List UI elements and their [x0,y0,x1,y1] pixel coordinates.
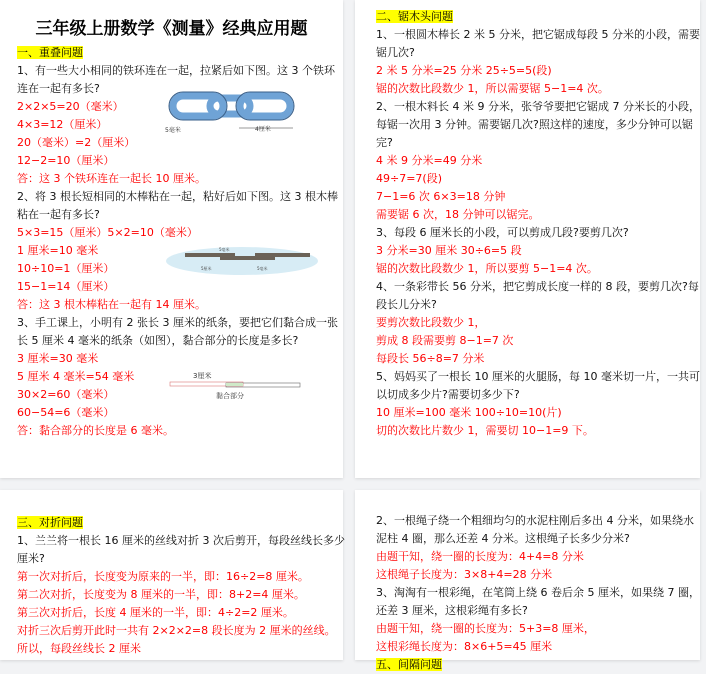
answer-line: 12−2=10（厘米） [17,154,115,167]
answer-line: 要剪次数比段数少 1， [376,316,486,329]
question-line: 每锯一次用 3 分钟。需要锯几次?照这样的速度，多少分钟可以锯 [376,118,693,131]
text-line [17,604,294,622]
section-heading: 五、间隔问题 [376,658,442,671]
answer-line: 15−1=14（厘米） [17,280,115,293]
question-line: 段长儿分米? [376,298,437,311]
page-3 [0,490,343,660]
answer-line: 10 厘米=100 毫米 100÷10=10(片) [376,406,562,419]
text-line [376,404,562,422]
answer-line: 第三次对折后，长度 4 厘米的一半，即：4÷2=2 厘米。 [17,606,294,619]
paper-strip-figure [168,368,308,404]
text-line [17,568,309,586]
text-line [17,422,174,440]
text-line [17,80,100,98]
text-line [17,586,305,604]
question-line: 5、妈妈买了一根长 10 厘米的火腿肠，每 10 毫米切一片，一共可 [376,370,700,383]
document-title: 三年级上册数学《测量》经典应用题 [35,19,308,39]
text-line [376,314,486,332]
text-line [17,206,100,224]
answer-line: 3 分米=30 厘米 30÷6=5 段 [376,244,522,257]
answer-line: 锯的次数比段数少 1，所以需要锯 5−1=4 次。 [376,82,609,95]
sticks-figure [165,245,320,277]
text-line [376,98,700,116]
strip-label-overlap: 黏合部分 [216,392,244,400]
text-line [17,514,83,532]
chain-label-4cm: 4厘米 [255,126,271,133]
text-line [376,422,594,440]
answer-line: 60−54=6（毫米） [17,406,115,419]
question-line: 2、一根木料长 4 米 9 分米，张爷爷要把它锯成 7 分米长的小段， [376,100,700,113]
text-line [376,638,552,656]
answer-line: 10÷10=1（厘米） [17,262,115,275]
text-line [376,260,598,278]
text-line [376,80,609,98]
text-line [376,332,513,350]
question-line: 4、一条彩带长 56 分米，把它剪成长度一样的 8 段，要剪几次?每 [376,280,699,293]
question-line: 1、兰兰将一根长 16 厘米的丝线对折 3 次后剪开，每段丝线长多少 [17,534,345,547]
text-line [17,224,198,242]
stick-label-c: 5毫米 [257,266,268,271]
text-line [376,224,629,242]
text-line [376,206,540,224]
answer-line: 答：这 3 根木棒粘在一起有 14 厘米。 [17,298,206,311]
text-line [17,134,135,152]
question-line: 还差 3 厘米，这根彩绳有多长? [376,604,528,617]
answer-line: 1 厘米=10 毫米 [17,244,99,257]
section-heading: 二、锯木头问题 [376,10,453,23]
text-line [17,242,98,260]
text-line [17,386,114,404]
question-line: 长 5 厘米 4 毫米的纸条（如图），黏合部分的长度是多长? [17,334,299,347]
answer-line: 这根彩绳长度为：8×6+5=45 厘米 [376,640,553,653]
text-line [376,62,552,80]
chain-figure [165,90,300,138]
text-line [376,620,595,638]
text-line [17,532,345,550]
page-4 [355,490,700,671]
answer-line: 2 米 5 分米=25 分米 25÷5=5(段) [376,64,552,77]
answer-line: 7−1=6 次 6×3=18 分钟 [376,190,506,203]
answer-line: 49÷7=7(段) [376,172,443,185]
answer-line: 答：这 3 个铁环连在一起长 10 厘米。 [17,172,206,185]
question-line: 1、有一些大小相同的铁环连在一起，拉紧后如下图。这 3 个铁环 [17,64,335,77]
answer-line: 答：黏合部分的长度是 6 毫米。 [17,424,174,437]
text-line [17,170,206,188]
answer-line: 由题干知，绕一圈的长度为：4+4=8 分米 [376,550,584,563]
answer-line: 20（毫米）=2（厘米） [17,136,136,149]
chain-label-5mm: 5毫米 [165,127,181,134]
text-line [17,116,107,134]
text-line [376,188,505,206]
answer-line: 第一次对折后，长度变为原来的一半，即：16÷2=8 厘米。 [17,570,309,583]
answer-line: 由题干知，绕一圈的长度为：5+3=8 厘米， [376,622,595,635]
text-line [376,386,520,404]
text-line [17,640,141,658]
question-line: 以切成多少片?需要切多少下? [376,388,520,401]
text-line [376,584,700,602]
stick-label-a: 5毫米 [219,247,230,252]
strip-label-3cm: 3厘米 [193,372,212,380]
answer-line: 4 米 9 分米=49 分米 [376,154,483,167]
question-line: 1、一根圆木棒长 2 米 5 分米，把它锯成每段 5 分米的小段，需要 [376,28,700,41]
text-line [17,296,206,314]
text-line [376,530,630,548]
text-line [376,242,522,260]
text-line [376,296,437,314]
text-line [376,170,442,188]
text-line [376,602,528,620]
text-line [376,134,393,152]
question-line: 锯几次? [376,46,415,59]
answer-line: 5 厘米 4 毫米=54 毫米 [17,370,135,383]
question-line: 完? [376,136,393,149]
text-line [17,260,114,278]
answer-line: 对折三次后剪开此时一共有 2×2×2=8 段长度为 2 厘米的丝线。 [17,624,336,637]
text-line [376,548,584,566]
section-heading: 三、对折问题 [17,516,83,529]
answer-line: 30×2=60（毫米） [17,388,115,401]
question-line: 泥柱 4 圈，那么还差 4 分米。这根绳子长多少分米? [376,532,630,545]
text-line [17,350,98,368]
answer-line: 剪成 8 段需要剪 8−1=7 次 [376,334,514,347]
text-line [376,350,484,368]
question-line: 连在一起有多长? [17,82,100,95]
answer-line: 这根绳子长度为：3×8+4=28 分米 [376,568,553,581]
answer-line: 2×2×5=20（毫米） [17,100,124,113]
text-line [17,152,114,170]
answer-line: 3 厘米=30 毫米 [17,352,99,365]
text-line [376,8,453,26]
answer-line: 每段长 56÷8=7 分米 [376,352,485,365]
question-line: 2、一根绳子绕一个粗细均匀的水泥柱刚后多出 4 分米，如果绕水 [376,514,694,527]
text-line [17,188,338,206]
answer-line: 第二次对折，长度变为 8 厘米的一半，即：8+2=4 厘米。 [17,588,305,601]
page-2 [355,0,700,478]
text-line [376,152,482,170]
text-line [376,116,693,134]
text-line [17,332,298,350]
text-line [17,550,45,568]
question-line: 3、每段 6 厘米长的小段，可以剪成几段?要剪几次? [376,226,629,239]
text-line [376,44,415,62]
text-line [17,98,124,116]
answer-line: 锯的次数比段数少 1，所以要剪 5−1=4 次。 [376,262,598,275]
answer-line: 5×3=15（厘米）5×2=10（毫米） [17,226,198,239]
text-line [376,278,699,296]
text-line [376,26,700,44]
question-line: 厘米? [17,552,45,565]
question-line: 2、将 3 根长短相同的木棒粘在一起，粘好后如下图。这 3 根木棒 [17,190,338,203]
question-line: 3、手工课上，小明有 2 张长 3 厘米的纸条，要把它们黏合成一张 [17,316,338,329]
answer-line: 4×3=12（厘米） [17,118,108,131]
question-line: 粘在一起有多长? [17,208,100,221]
answer-line: 切的次数比片数少 1，需要切 10−1=9 下。 [376,424,594,437]
stick-label-b: 5厘米 [201,266,212,271]
text-line [376,656,442,674]
text-line [376,512,694,530]
text-line [376,368,700,386]
answer-line: 所以，每段丝线长 2 厘米 [17,642,141,655]
text-line [17,278,114,296]
page-1 [0,0,343,478]
text-line [17,368,134,386]
text-line [376,566,552,584]
text-line [17,314,338,332]
text-line [17,622,336,640]
question-line: 3、淘淘有一根彩绳，在笔筒上绕 6 卷后余 5 厘米，如果绕 7 圈， [376,586,700,599]
answer-line: 需要锯 6 次，18 分钟可以锯完。 [376,208,540,221]
text-line [17,62,335,80]
section-heading: 一、重叠问题 [17,46,83,59]
text-line [17,404,114,422]
text-line [17,44,83,62]
